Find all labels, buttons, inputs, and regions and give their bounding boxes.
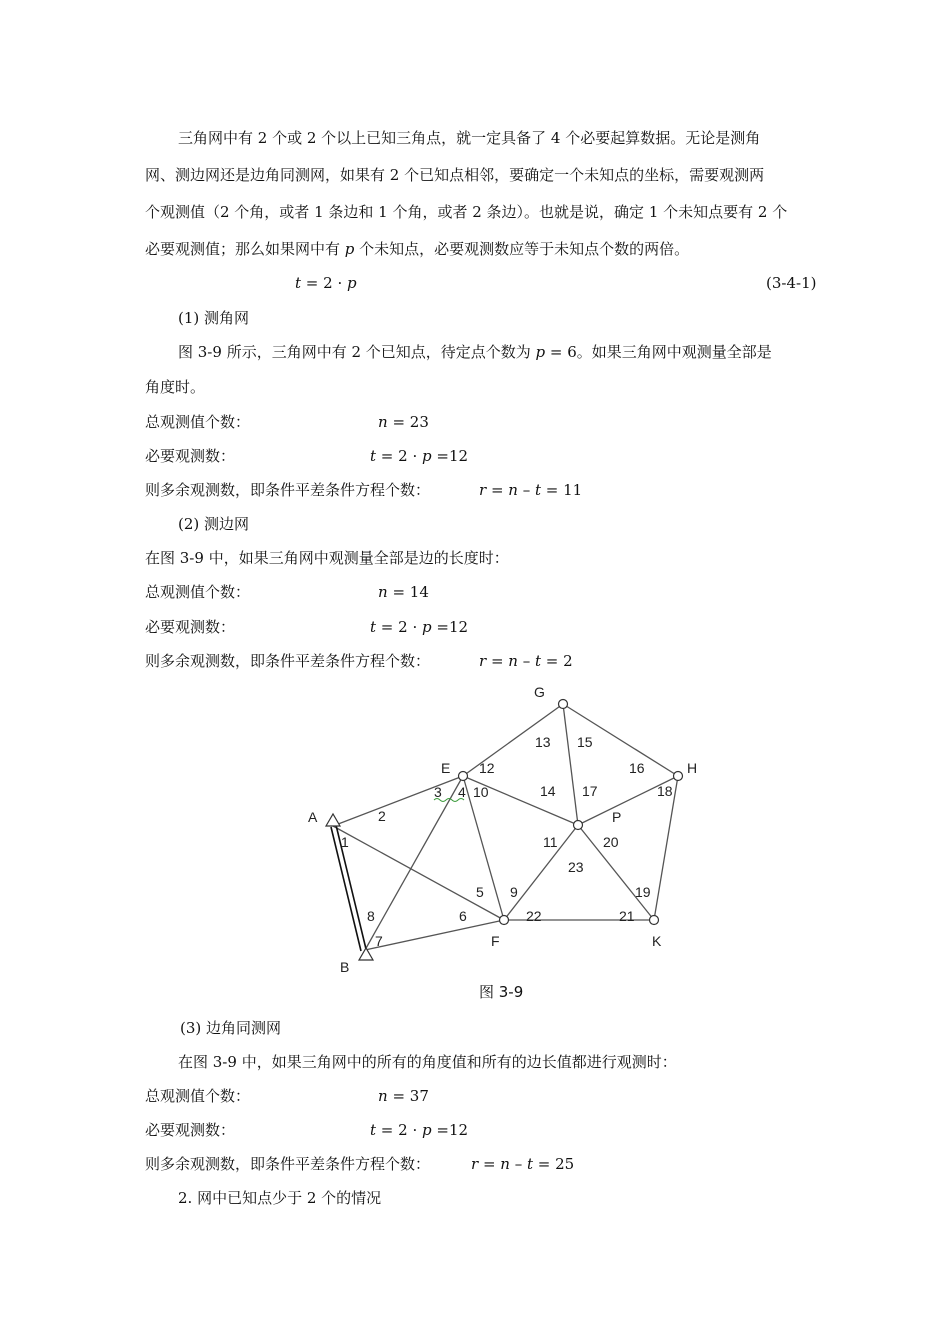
section-2-necessary-label: 必要观测数： [145, 618, 236, 636]
section-3-total-value: n = 37 [378, 1087, 429, 1105]
section-3-redundant-value: r = n – t = 25 [471, 1155, 575, 1173]
angle-17: 17 [582, 783, 598, 799]
section-1-necessary-label: 必要观测数： [145, 447, 236, 465]
edge-B-F [365, 920, 504, 950]
angle-19: 19 [635, 884, 651, 900]
point-H-circle-icon [674, 772, 683, 781]
angle-11: 11 [543, 834, 558, 850]
section-1-redundant-label: 则多余观测数，即条件平差条件方程个数： [145, 481, 431, 499]
angle-18: 18 [657, 783, 673, 799]
label-B: B [340, 959, 350, 975]
angle-12: 12 [479, 760, 495, 776]
intro-line-3: 个观测值（2 个角，或者 1 条边和 1 个角，或者 2 条边）。也就是说，确定 1 个未知点要有 2 个 [145, 203, 788, 221]
angle-14: 14 [540, 783, 556, 799]
point-E-circle-icon [459, 772, 468, 781]
angle-4: 4 [458, 784, 466, 800]
angle-23: 23 [568, 859, 584, 875]
section-3-redundant-label: 则多余观测数，即条件平差条件方程个数： [145, 1155, 431, 1173]
section-2-total-label: 总观测值个数： [145, 583, 251, 601]
edge-P-F [504, 825, 578, 920]
section-3-necessary-value: t = 2 · p =12 [370, 1121, 469, 1139]
angle-22: 22 [526, 908, 542, 924]
angle-2: 2 [378, 808, 386, 824]
angle-7: 7 [375, 933, 383, 949]
edge-B-E [365, 776, 463, 950]
section-1-total-value: n = 23 [378, 413, 429, 431]
label-H: H [687, 760, 698, 776]
angle-1: 1 [341, 834, 349, 850]
edge-G-P [563, 704, 578, 825]
label-K: K [652, 933, 662, 949]
angle-15: 15 [577, 734, 593, 750]
point-P-circle-icon [574, 821, 583, 830]
intro-line-2: 网、测边网还是边角同测网，如果有 2 个已知点相邻，要确定一个未知点的坐标，需要观测两 [145, 166, 765, 184]
label-G: G [534, 684, 545, 700]
edge-A-F [333, 826, 504, 920]
angle-8: 8 [367, 908, 375, 924]
figure-caption: 图 3-9 [479, 983, 524, 1001]
section-1-desc-2: 角度时。 [145, 378, 206, 396]
angle-3: 3 [434, 784, 442, 800]
section-2-desc: 在图 3-9 中，如果三角网中观测量全部是边的长度时： [145, 549, 509, 567]
point-K-circle-icon [650, 916, 659, 925]
label-E: E [441, 760, 451, 776]
next-section-heading: 2. 网中已知点少于 2 个的情况 [178, 1189, 382, 1207]
section-1-necessary-value: t = 2 · p =12 [370, 447, 469, 465]
formula-number: (3-4-1) [766, 274, 817, 292]
angle-10: 10 [473, 784, 489, 800]
section-3-desc: 在图 3-9 中，如果三角网中的所有的角度值和所有的边长值都进行观测时： [178, 1053, 677, 1071]
formula: t = 2 · p [295, 274, 357, 292]
section-3-necessary-label: 必要观测数： [145, 1121, 236, 1139]
intro-line-4: 必要观测值；那么如果网中有 p 个未知点，必要观测数应等于未知点个数的两倍。 [145, 240, 690, 258]
label-P: P [612, 809, 622, 825]
point-F-circle-icon [500, 916, 509, 925]
section-3-heading: (3) 边角同测网 [180, 1019, 282, 1037]
label-A: A [308, 809, 318, 825]
section-3-total-label: 总观测值个数： [145, 1087, 251, 1105]
angle-9: 9 [510, 884, 518, 900]
section-2-redundant-value: r = n – t = 2 [479, 652, 573, 670]
known-point-A-triangle-icon [326, 814, 340, 826]
section-2-redundant-label: 则多余观测数，即条件平差条件方程个数： [145, 652, 431, 670]
angle-5: 5 [476, 884, 484, 900]
point-G-circle-icon [559, 700, 568, 709]
section-1-total-label: 总观测值个数： [145, 413, 251, 431]
angle-20: 20 [603, 834, 619, 850]
angle-21: 21 [619, 908, 635, 924]
angle-16: 16 [629, 760, 645, 776]
angle-6: 6 [459, 908, 467, 924]
section-1-desc-1: 图 3-9 所示，三角网中有 2 个已知点，待定点个数为 p = 6。如果三角网中观测量全部是 [178, 343, 772, 361]
label-F: F [491, 933, 500, 949]
section-2-necessary-value: t = 2 · p =12 [370, 618, 469, 636]
section-2-total-value: n = 14 [378, 583, 429, 601]
angle-13: 13 [535, 734, 551, 750]
section-2-heading: (2) 测边网 [178, 515, 250, 533]
intro-line-1: 三角网中有 2 个或 2 个以上已知三角点，就一定具备了 4 个必要起算数据。无论是测角 [178, 129, 761, 147]
section-1-heading: (1) 测角网 [178, 309, 250, 327]
section-1-redundant-value: r = n – t = 11 [479, 481, 583, 499]
